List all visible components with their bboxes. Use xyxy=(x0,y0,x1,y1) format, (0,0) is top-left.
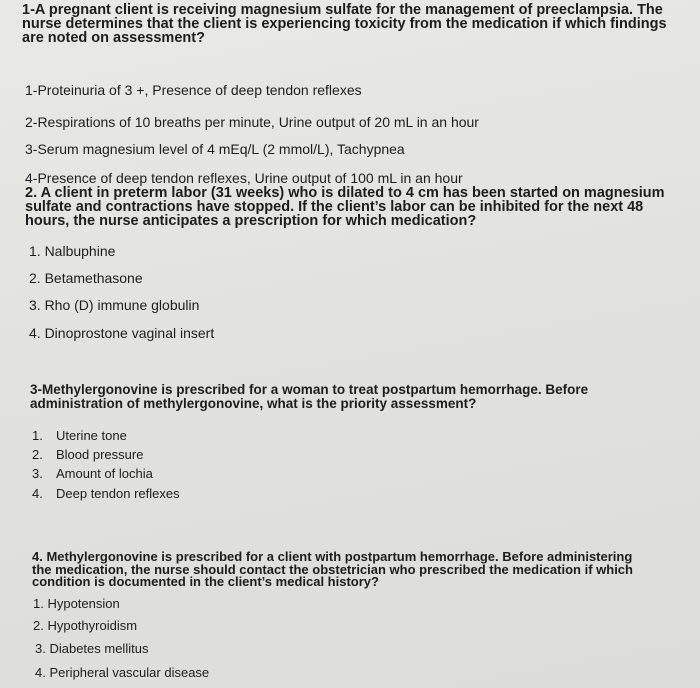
question-3-stem: 3-Methylergonovine is prescribed for a woman to treat postpartum hemorrhage. Before administration of methylergonovine, what is the priority assessment? xyxy=(30,382,589,411)
question-3-option-1 xyxy=(32,428,127,443)
question-4 xyxy=(32,551,647,589)
question-4-option-4: 4. Peripheral vascular disease xyxy=(35,665,210,680)
question-3-option-2-number: 2. xyxy=(32,447,43,462)
question-2-option-4: 4. Dinoprostone vaginal insert xyxy=(29,325,215,341)
question-3-option-1-text: Uterine tone xyxy=(56,428,127,443)
question-2 xyxy=(25,186,673,228)
question-3-option-3-number: 3. xyxy=(32,466,43,481)
question-1 xyxy=(22,3,690,45)
question-4-option-1: 1. Hypotension xyxy=(33,596,120,611)
question-1-option-1: 1-Proteinuria of 3 +, Presence of deep tendon reflexes xyxy=(25,82,362,98)
question-1-stem: 1-A pregnant client is receiving magnesium sulfate for the management of preeclampsia. The nurse determines that the client is experiencing toxicity from the medication if which findings are noted on assessment? xyxy=(22,2,667,46)
question-3-option-3 xyxy=(32,466,153,481)
question-2-option-1: 1. Nalbuphine xyxy=(29,243,116,259)
question-4-option-3: 3. Diabetes mellitus xyxy=(35,641,149,656)
question-1-option-2: 2-Respirations of 10 breaths per minute, Urine output of 20 mL in an hour xyxy=(25,114,479,130)
question-1-option-4: 4-Presence of deep tendon reflexes, Urine output of 100 mL in an hour xyxy=(25,170,463,186)
question-4-option-2: 2. Hypothyroidism xyxy=(33,618,138,633)
question-2-option-2: 2. Betamethasone xyxy=(29,270,143,286)
question-3-option-4 xyxy=(32,486,180,501)
question-3-option-1-number: 1. xyxy=(32,428,43,443)
question-2-stem: 2. A client in preterm labor (31 weeks) who is dilated to 4 cm has been started on magnesium sulfate and contractions have stopped. If the client’s labor can be inhibited for the next 48 hours, the nurse anticipates a prescription for which medication? xyxy=(25,185,665,229)
question-4-stem: 4. Methylergonovine is prescribed for a client with postpartum hemorrhage. Before administering the medication, the nurse should contact the obstetrician who prescribed the medication if which condition is documented in the client’s medical history? xyxy=(32,549,633,589)
question-3-option-2 xyxy=(32,447,143,462)
question-3-option-2-text: Blood pressure xyxy=(56,447,144,462)
question-3-option-4-number: 4. xyxy=(32,486,43,501)
question-3 xyxy=(30,383,600,411)
question-2-option-3: 3. Rho (D) immune globulin xyxy=(29,297,200,313)
question-3-option-4-text: Deep tendon reflexes xyxy=(56,486,180,501)
question-1-option-3: 3-Serum magnesium level of 4 mEq/L (2 mmol/L), Tachypnea xyxy=(25,141,405,157)
question-3-option-3-text: Amount of lochia xyxy=(56,466,153,481)
